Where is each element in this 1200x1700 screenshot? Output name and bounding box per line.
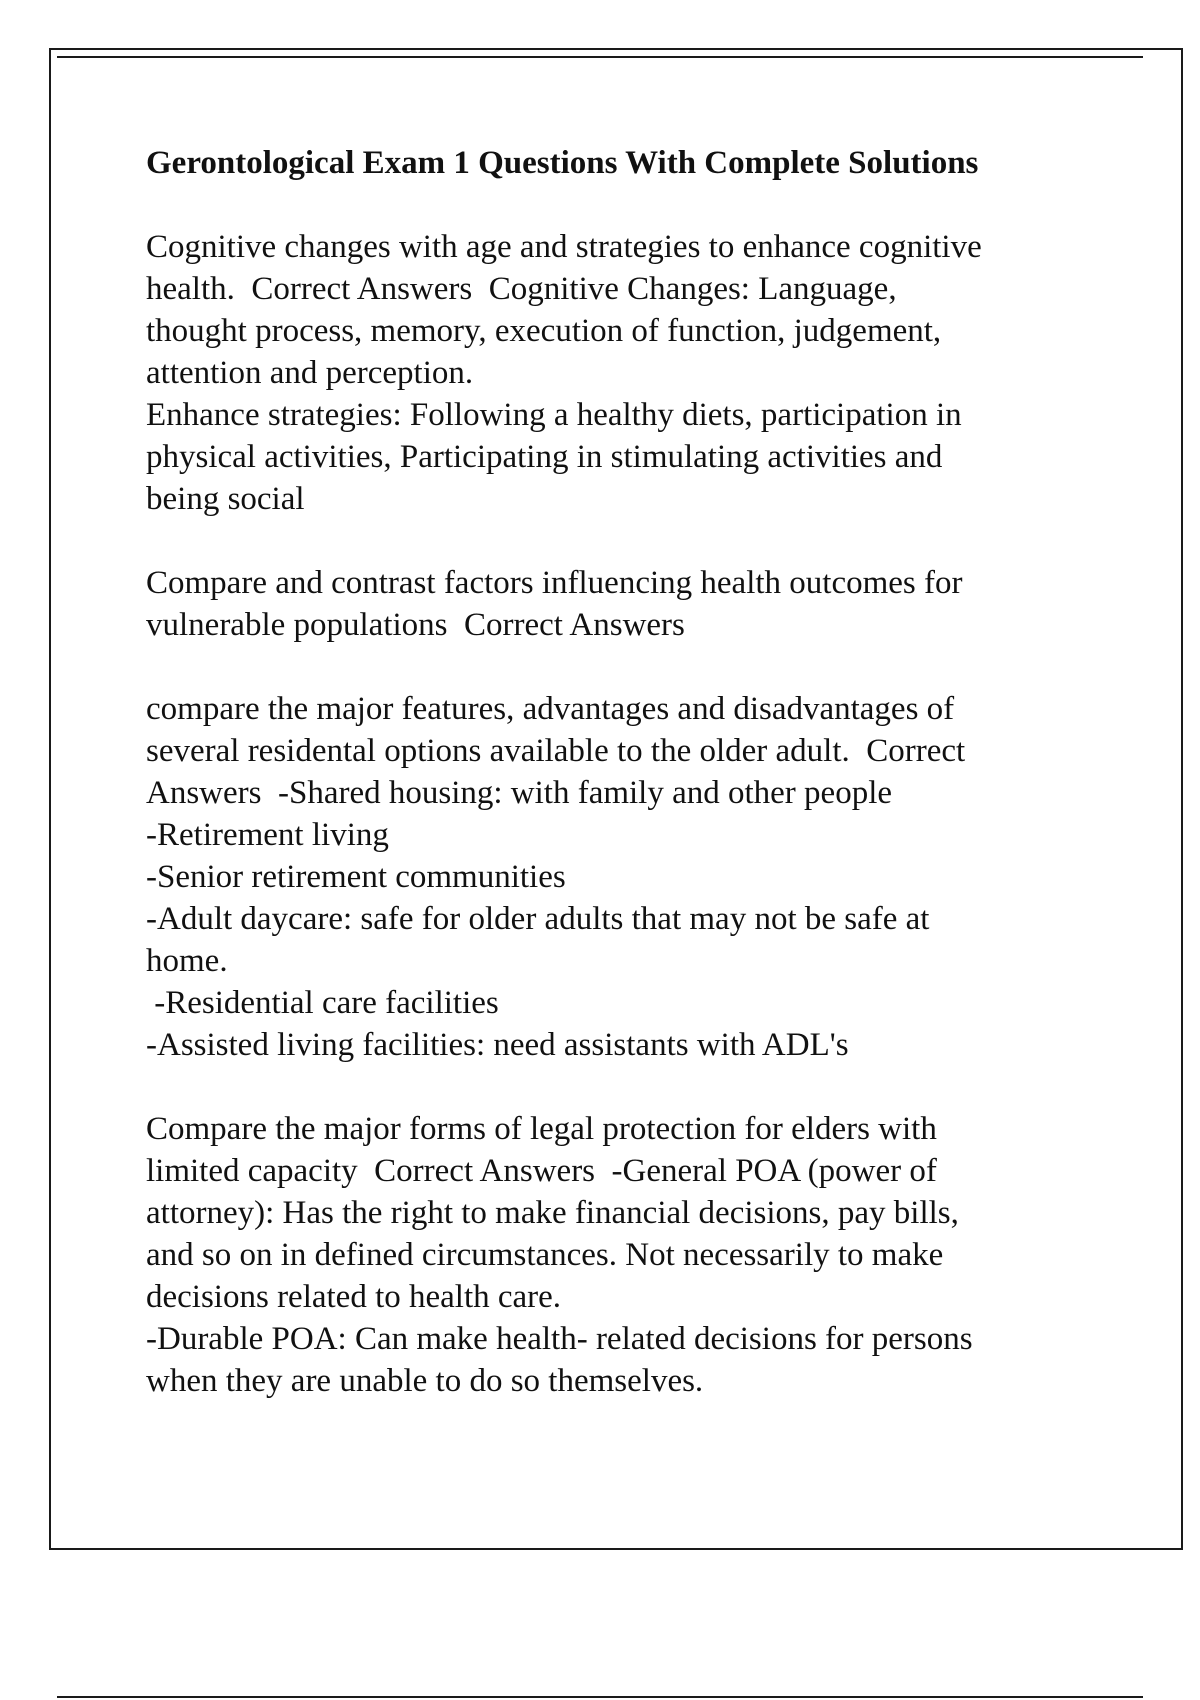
text-line: -Adult daycare: safe for older adults that may not be safe at [146, 901, 930, 937]
text-line: attention and perception. [146, 355, 474, 391]
text-line: vulnerable populations Correct Answers [146, 607, 685, 643]
text-line: attorney): Has the right to make financial decisions, pay bills, [146, 1195, 959, 1231]
text-line: Compare and contrast factors influencing health outcomes for [146, 565, 963, 601]
text-line: being social [146, 481, 305, 517]
text-line: compare the major features, advantages and disadvantages of [146, 691, 955, 727]
text-line: physical activities, Participating in stimulating activities and [146, 439, 943, 475]
qa-block-cognitive-changes [146, 226, 1086, 520]
text-line: -Retirement living [146, 817, 389, 853]
qa-block-vulnerable-populations [146, 562, 1086, 646]
text-line: Answers -Shared housing: with family and other people [146, 775, 893, 811]
document-title: Gerontological Exam 1 Questions With Complete Solutions [146, 145, 979, 181]
text-line: -Durable POA: Can make health- related decisions for persons [146, 1321, 973, 1357]
text-line: limited capacity Correct Answers -General POA (power of [146, 1153, 937, 1189]
text-line: Enhance strategies: Following a healthy diets, participation in [146, 397, 962, 433]
footer-rule [57, 1696, 1143, 1698]
document-body [146, 142, 1086, 1444]
text-line: health. Correct Answers Cognitive Changes: Language, [146, 271, 897, 307]
text-line: -Senior retirement communities [146, 859, 566, 895]
text-line: -Residential care facilities [146, 985, 499, 1021]
text-line: thought process, memory, execution of function, judgement, [146, 313, 942, 349]
text-line: when they are unable to do so themselves. [146, 1363, 704, 1399]
text-line: -Assisted living facilities: need assistants with ADL's [146, 1027, 849, 1063]
text-line: decisions related to health care. [146, 1279, 562, 1315]
text-line: several residental options available to the older adult. Correct [146, 733, 966, 769]
text-line: and so on in defined circumstances. Not necessarily to make [146, 1237, 944, 1273]
text-line: Cognitive changes with age and strategies to enhance cognitive [146, 229, 982, 265]
qa-block-legal-protection [146, 1108, 1086, 1402]
header-rule [57, 56, 1143, 58]
text-line: home. [146, 943, 228, 979]
text-line: Compare the major forms of legal protection for elders with [146, 1111, 937, 1147]
qa-block-residential-options [146, 688, 1086, 1066]
